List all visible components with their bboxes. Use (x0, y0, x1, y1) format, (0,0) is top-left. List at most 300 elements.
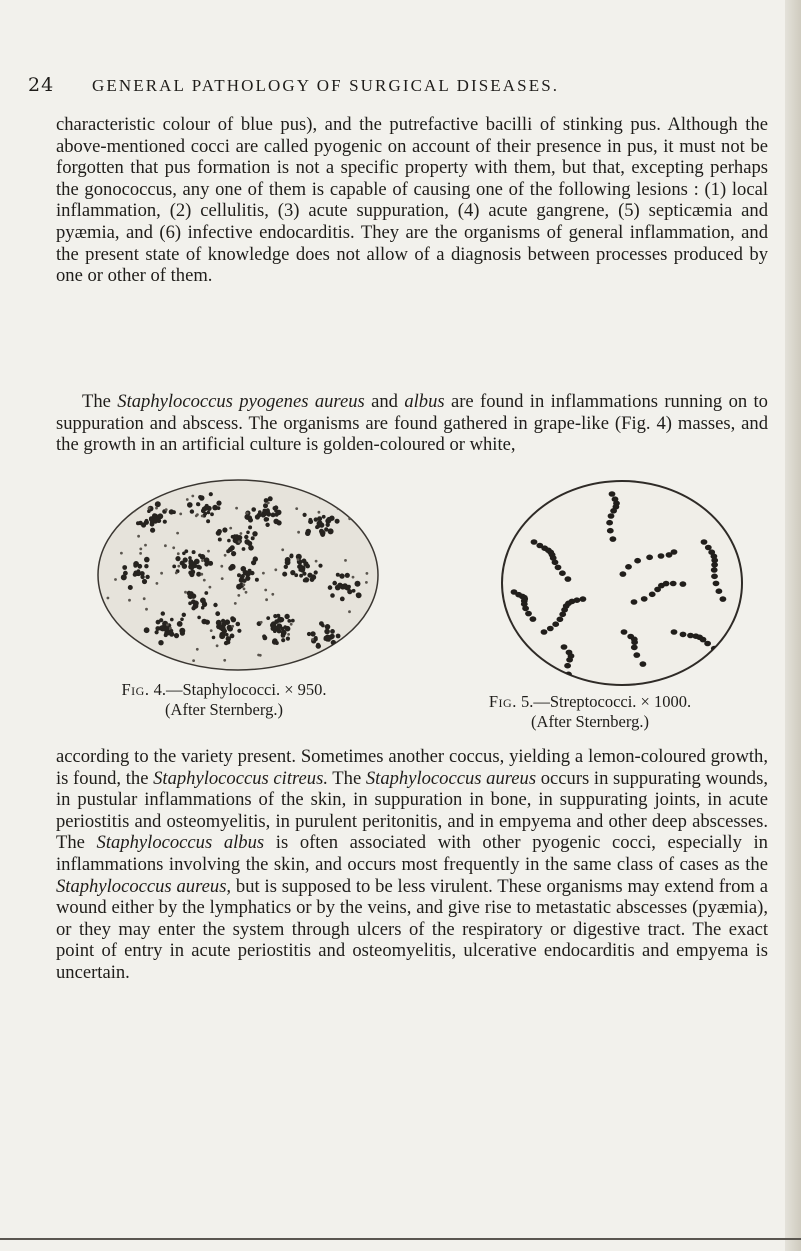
coccus-dot (336, 634, 341, 639)
speckle (235, 507, 238, 510)
coccus-dot (149, 518, 153, 522)
speckle (131, 497, 134, 500)
coccus-dot (198, 554, 202, 558)
coccus-dot (330, 634, 335, 639)
coccus-dot (330, 629, 335, 634)
coccus-dot (188, 593, 194, 599)
speckle (257, 654, 260, 657)
coccus-dot (303, 578, 307, 582)
speckle (318, 511, 321, 514)
coccus-dot (277, 629, 282, 634)
coccus-dot (190, 570, 195, 575)
speckle (160, 572, 163, 575)
speckle (216, 644, 219, 647)
speckle (237, 594, 240, 597)
coccus-dot (251, 536, 255, 540)
coccus-dot (225, 633, 229, 637)
coccus-dot (274, 619, 279, 624)
text-run: occurs in suppurating wounds, in pustular inflammations of the skin, in suppuration in bone, in suppurating joints, in acute periostitis and osteomyelitis, in purulent peritonitis, and in empyema and other deep abscesses. The (56, 767, 768, 854)
coccus-dot (248, 525, 252, 529)
coccus-dot (286, 637, 290, 641)
coccus-dot (170, 618, 174, 622)
coccus-dot (159, 618, 163, 622)
coccus-dot (158, 640, 163, 645)
speckle (139, 552, 142, 555)
streptococcus-dot (530, 616, 537, 622)
coccus-dot (345, 573, 350, 578)
speckle (238, 540, 241, 543)
speckle (281, 548, 284, 551)
coccus-dot (237, 629, 241, 633)
figure-credit: (After Sternberg.) (531, 712, 649, 731)
coccus-dot (284, 565, 288, 569)
coccus-dot (163, 520, 167, 524)
speckle (223, 659, 226, 662)
coccus-dot (263, 503, 268, 508)
figure-credit: (After Sternberg.) (165, 700, 283, 719)
page-bottom-rule (0, 1238, 801, 1240)
streptococcus-dot (608, 513, 615, 519)
streptococcus-dot (670, 581, 677, 587)
speckle (111, 513, 114, 516)
streptococcus-dot (522, 606, 529, 612)
coccus-dot (311, 574, 317, 580)
coccus-dot (305, 531, 310, 536)
coccus-dot (302, 572, 306, 576)
streptococcus-dot (559, 570, 566, 576)
coccus-dot (219, 633, 225, 639)
coccus-dot (356, 592, 362, 598)
coccus-dot (155, 501, 161, 507)
coccus-dot (236, 622, 241, 627)
streptococcus-dot (606, 520, 613, 526)
speckle (186, 498, 189, 501)
coccus-dot (228, 566, 233, 571)
speckle (295, 507, 298, 510)
speckle (231, 625, 234, 628)
coccus-dot (326, 517, 332, 523)
coccus-dot (299, 566, 303, 570)
speckle (177, 565, 180, 568)
coccus-dot (205, 505, 209, 509)
coccus-dot (252, 531, 257, 536)
speckle (229, 527, 232, 530)
coccus-dot (216, 530, 221, 535)
streptococcus-dot (580, 596, 587, 602)
coccus-dot (150, 522, 155, 527)
coccus-dot (281, 638, 285, 642)
text-run: but is supposed to be less virulent. These organisms may extend from a wound either by the lymphatics or by the veins, and give rise to metastatic abscesses (pyæmia), or they may enter the system through ulcers of the respiratory or digestive tract. The exact point of entry in acute periostitis and osteomyelitis, ulcerative endocarditis and empyema is uncertain. (56, 875, 768, 983)
coccus-dot (251, 507, 256, 512)
figure-5-streptococci-image (474, 478, 770, 688)
speckle (262, 572, 265, 575)
coccus-dot (241, 574, 245, 578)
coccus-dot (266, 616, 270, 620)
coccus-dot (202, 601, 206, 605)
coccus-dot (128, 585, 133, 590)
coccus-dot (207, 511, 211, 515)
coccus-dot (321, 624, 325, 628)
speckle (184, 591, 187, 594)
speckle (201, 559, 204, 562)
coccus-dot (144, 564, 148, 568)
streptococcus-dot (646, 555, 653, 561)
speckle (260, 621, 263, 624)
streptococcus-dot (631, 640, 638, 646)
coccus-dot (188, 556, 192, 560)
speckle (110, 660, 113, 663)
coccus-dot (265, 523, 269, 527)
coccus-dot (203, 512, 207, 516)
speckle (200, 573, 203, 576)
text-run: The (82, 391, 118, 412)
coccus-dot (180, 631, 185, 636)
speckle (224, 554, 227, 557)
speckle (169, 627, 172, 630)
coccus-dot (222, 527, 227, 532)
coccus-dot (266, 517, 270, 521)
speckle (144, 544, 147, 547)
speckle (311, 638, 314, 641)
speckle (177, 552, 180, 555)
coccus-dot (190, 509, 194, 513)
speckle (156, 582, 159, 585)
speckle (203, 579, 206, 582)
coccus-dot (174, 633, 179, 638)
coccus-dot (314, 570, 318, 574)
coccus-dot (247, 572, 251, 576)
streptococcus-dot (561, 644, 568, 650)
coccus-dot (188, 601, 192, 605)
coccus-dot (231, 617, 236, 622)
speckle (148, 507, 151, 510)
coccus-dot (138, 521, 143, 526)
coccus-dot (316, 643, 321, 648)
coccus-dot (137, 564, 142, 569)
coccus-dot (330, 647, 336, 653)
coccus-dot (287, 619, 291, 623)
speckle (114, 578, 117, 581)
coccus-dot (198, 566, 202, 570)
speckle (179, 513, 182, 516)
coccus-dot (285, 560, 291, 566)
speckle (139, 548, 142, 551)
speckle (274, 568, 277, 571)
streptococcus-dot (552, 560, 559, 566)
coccus-dot (218, 538, 222, 542)
speckle (165, 508, 168, 511)
coccus-dot (255, 578, 259, 582)
coccus-dot (154, 514, 158, 518)
coccus-dot (133, 564, 137, 568)
streptococcus-dot (658, 553, 665, 559)
coccus-dot (169, 509, 174, 514)
speckle (366, 572, 369, 575)
coccus-dot (217, 506, 221, 510)
speckle (246, 512, 249, 515)
coccus-dot (172, 565, 176, 569)
coccus-dot (175, 556, 180, 561)
coccus-dot (327, 651, 332, 656)
coccus-dot (206, 519, 210, 523)
speckle (121, 492, 124, 495)
streptococcus-dot (666, 552, 673, 558)
streptococcus-dot (574, 597, 581, 603)
streptococcus-dot (631, 599, 638, 605)
coccus-dot (215, 611, 220, 616)
speckle (207, 550, 210, 553)
coccus-dot (180, 618, 184, 622)
speckle (290, 623, 293, 626)
coccus-dot (210, 512, 214, 516)
streptococcus-dot (711, 567, 718, 573)
coccus-dot (319, 529, 324, 534)
speckle (297, 558, 300, 561)
speckle (191, 495, 194, 498)
coccus-dot (123, 571, 128, 576)
streptococcus-dot (564, 663, 571, 669)
speckle (297, 531, 300, 534)
paragraph-2 (56, 391, 768, 456)
streptococcus-dot (641, 596, 648, 602)
streptococcus-dot (701, 539, 708, 545)
speckle (122, 653, 125, 656)
streptococcus-dot (713, 581, 720, 587)
streptococcus-dot (680, 632, 687, 638)
coccus-dot (192, 550, 196, 554)
coccus-dot (347, 589, 352, 594)
speckle (172, 546, 175, 549)
speckle (113, 628, 116, 631)
italic-run: Staphylococcus citreus. (153, 767, 328, 789)
coccus-dot (310, 631, 315, 636)
speckle (145, 608, 148, 611)
streptococcus-dot (557, 617, 564, 623)
streptococcus-dot (625, 564, 632, 570)
coccus-dot (331, 646, 335, 650)
streptococcus-dot (634, 558, 641, 564)
coccus-dot (242, 579, 246, 583)
coccus-dot (307, 632, 311, 636)
coccus-dot (281, 630, 287, 636)
coccus-dot (273, 519, 279, 525)
streptococcus-dot (649, 592, 656, 598)
coccus-dot (237, 573, 241, 577)
figure-4-staphylococci-image (96, 478, 380, 672)
coccus-dot (155, 630, 159, 634)
text-run: is often associated with other pyogenic cocci, especially in inflammations involving the skin, and occurs most frequently in the same class of cases as the (56, 832, 768, 875)
coccus-dot (244, 535, 248, 539)
coccus-dot (284, 614, 289, 619)
coccus-dot (318, 520, 323, 525)
speckle (176, 532, 179, 535)
coccus-dot (137, 572, 141, 576)
coccus-dot (161, 611, 165, 615)
coccus-dot (142, 579, 147, 584)
streptococcus-dot (531, 539, 538, 545)
coccus-dot (273, 625, 277, 629)
paragraph-1-text: characteristic colour of blue pus), and the putrefactive bacilli of stinking pus. Although the above-mentioned cocci are called pyogenic on account of their presence in pus, it must not be forgotten that pus formation is not a specific property with them, but that, excepting perhaps the gonococcus, any one of them is capable of causing one of the following lesions : (1) local inflammation, (2) cellulitis, (3) acute suppuration, (4) acute gangrene, (5) septicæmia and pyæmia, and (6) infective endocarditis. They are the organisms of general inflammation, and the present state of knowledge does not allow of a diagnosis between processes produced by one or other of them. (56, 114, 768, 287)
coccus-dot (289, 554, 293, 558)
streptococcus-dot (610, 508, 617, 514)
speckle (195, 514, 198, 517)
streptococcus-dot (633, 652, 640, 658)
streptococcus-dot (552, 621, 559, 627)
coccus-dot (226, 636, 231, 641)
streptococcus-dot (547, 626, 554, 632)
speckle (164, 544, 167, 547)
figure-label: Fig. (488, 692, 517, 711)
coccus-dot (279, 617, 284, 622)
coccus-dot (339, 573, 344, 578)
figure-5-caption (440, 692, 740, 732)
speckle (210, 629, 213, 632)
coccus-dot (169, 632, 174, 637)
coccus-dot (133, 572, 137, 576)
streptococcus-dot (621, 629, 628, 635)
page-header (28, 74, 788, 102)
coccus-dot (150, 528, 155, 533)
streptococcus-dot (720, 651, 727, 657)
figure-label: Fig. (121, 680, 150, 699)
italic-run: Staphylococcus albus (96, 832, 265, 854)
coccus-dot (248, 545, 254, 551)
coccus-dot (322, 515, 326, 519)
italic-run: albus (404, 391, 445, 412)
streptococcus-dot (555, 565, 562, 571)
coccus-dot (147, 509, 151, 513)
streptococcus-dot (705, 545, 712, 551)
streptococcus-dot (570, 681, 577, 687)
coccus-dot (340, 584, 346, 590)
coccus-dot (329, 650, 334, 655)
speckle (221, 577, 224, 580)
coccus-dot (231, 535, 235, 539)
streptococcus-dot (704, 641, 711, 647)
streptococcus-dot (525, 611, 532, 617)
coccus-dot (332, 581, 337, 586)
coccus-dot (182, 552, 186, 556)
coccus-dot (314, 517, 318, 521)
streptococcus-dot (620, 571, 627, 577)
coccus-dot (122, 565, 127, 570)
text-run: according to the variety present. Sometimes another coccus, yielding a lemon-coloured growth, is found, the (56, 746, 768, 789)
speckle (166, 623, 169, 626)
coccus-dot (177, 621, 183, 627)
running-title: GENERAL PATHOLOGY OF SURGICAL DISEASES. (92, 76, 560, 95)
streptococcus-dot (565, 576, 572, 582)
speckle (143, 597, 146, 600)
coccus-dot (194, 559, 200, 565)
page-edge-shadow (785, 0, 801, 1251)
speckle (120, 552, 123, 555)
coccus-dot (145, 575, 149, 579)
speckle (264, 589, 267, 592)
speckle (201, 515, 204, 518)
coccus-dot (216, 620, 222, 626)
coccus-dot (328, 528, 334, 534)
coccus-dot (335, 519, 340, 524)
coccus-dot (302, 559, 307, 564)
streptococcus-dot (711, 574, 718, 580)
coccus-dot (281, 627, 285, 631)
italic-run: Staphylococcus pyogenes aureus (117, 391, 365, 412)
text-run: The (327, 767, 366, 789)
coccus-dot (340, 597, 345, 602)
coccus-dot (187, 502, 193, 508)
coccus-dot (258, 510, 262, 514)
coccus-dot (282, 572, 287, 577)
coccus-dot (318, 564, 322, 568)
speckle (209, 586, 212, 589)
speckle (243, 588, 246, 591)
speckle (267, 502, 270, 505)
coccus-dot (303, 513, 307, 517)
streptococcus-dot (566, 657, 573, 663)
speckle (344, 559, 347, 562)
coccus-dot (336, 573, 340, 577)
streptococcus-dot (609, 491, 616, 497)
speckle (234, 602, 237, 605)
coccus-dot (272, 639, 277, 644)
speckle (365, 627, 368, 630)
coccus-dot (290, 570, 295, 575)
coccus-dot (224, 641, 228, 645)
streptococcus-dot (631, 645, 638, 651)
text-run: are found in inflammations running on to suppuration and abscess. The organisms are found gathered in grape-like (Fig. 4) masses, and the growth in an artificial culture is golden-coloured or white, (56, 391, 768, 456)
speckle (352, 576, 355, 579)
speckle (155, 507, 158, 510)
coccus-dot (144, 557, 150, 563)
streptococcus-dot (640, 661, 647, 667)
speckle (245, 591, 248, 594)
coccus-dot (246, 531, 250, 535)
speckle (271, 593, 274, 596)
coccus-dot (193, 601, 199, 607)
coccus-dot (182, 564, 187, 569)
coccus-dot (216, 501, 221, 506)
coccus-dot (190, 561, 194, 565)
streptococcus-dot (607, 528, 614, 534)
speckle (192, 659, 195, 662)
streptococcus-dot (541, 629, 548, 635)
speckle (220, 565, 223, 568)
speckle (365, 581, 368, 584)
speckle (107, 597, 110, 600)
coccus-dot (250, 571, 254, 575)
paragraph-1 (56, 114, 768, 287)
coccus-dot (324, 527, 328, 531)
figure-caption-text: 4.—Staphylococci. × 950. (153, 680, 327, 699)
speckle (348, 610, 351, 613)
coccus-dot (160, 625, 165, 630)
coccus-dot (212, 636, 216, 640)
coccus-dot (331, 640, 336, 645)
speckle (128, 599, 131, 602)
coccus-dot (291, 619, 295, 623)
speckle (287, 633, 290, 636)
coccus-dot (325, 635, 331, 641)
coccus-dot (305, 564, 310, 569)
coccus-dot (191, 606, 195, 610)
speckle (137, 535, 140, 538)
coccus-dot (209, 492, 213, 496)
figure-4-caption (58, 680, 390, 720)
coccus-dot (328, 585, 333, 590)
italic-run: Staphylococcus aureus, (56, 875, 232, 897)
page-number: 24 (28, 74, 55, 96)
coccus-dot (199, 495, 205, 501)
